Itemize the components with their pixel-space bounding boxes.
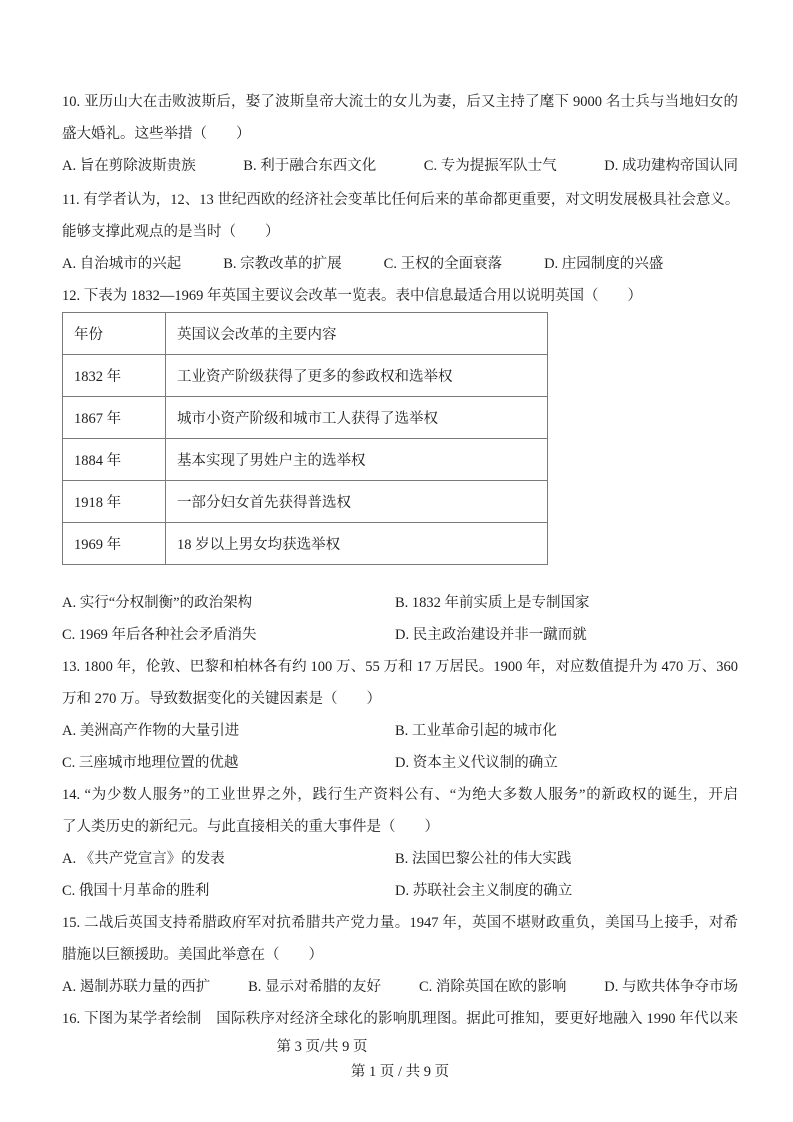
question-14-options-row-1 bbox=[62, 843, 738, 875]
question-16 bbox=[62, 1003, 738, 1035]
question-15-option-a: A. 遏制苏联力量的西扩 bbox=[62, 979, 211, 995]
inline-page-label: 第 3 页/共 9 页 bbox=[276, 1039, 368, 1055]
question-13-option-a: A. 美洲高产作物的大量引进 bbox=[62, 723, 240, 739]
question-12-option-c: C. 1969 年后各种社会矛盾消失 bbox=[62, 627, 257, 643]
table-row bbox=[63, 523, 548, 565]
table-row bbox=[63, 397, 548, 439]
question-14-stem-line-1: 14. “为少数人服务”的工业世界之外，践行生产资料公有、“为绝大多数人服务”的新政权的诞生，开启 bbox=[62, 787, 738, 803]
question-15 bbox=[62, 907, 738, 1003]
question-12-options-row-2 bbox=[62, 619, 738, 651]
table-cell-content: 城市小资产阶级和城市工人获得了选举权 bbox=[166, 397, 548, 439]
question-11-option-b: B. 宗教改革的扩展 bbox=[223, 256, 342, 272]
question-10-option-b: B. 利于融合东西文化 bbox=[243, 158, 377, 174]
question-13-options-row-1 bbox=[62, 715, 738, 747]
question-12-option-d: D. 民主政治建设并非一蹴而就 bbox=[395, 627, 587, 643]
table-cell-year: 1867 年 bbox=[63, 397, 166, 439]
question-10-stem-line-1: 10. 亚历山大在击败波斯后，娶了波斯皇帝大流士的女儿为妻，后又主持了麾下 9000 名士兵与当地妇女的 bbox=[62, 94, 738, 110]
table-row bbox=[63, 355, 548, 397]
question-11-option-d: D. 庄园制度的兴盛 bbox=[544, 256, 664, 272]
question-12-options-row-1 bbox=[62, 587, 738, 619]
question-14-option-c: C. 俄国十月革命的胜利 bbox=[62, 883, 210, 899]
question-14-stem-line-2: 了人类历史的新纪元。与此直接相关的重大事件是（ ） bbox=[62, 819, 439, 835]
question-13-option-d: D. 资本主义代议制的确立 bbox=[395, 755, 558, 771]
table-cell-year: 1918 年 bbox=[63, 481, 166, 523]
question-14-options-row-2 bbox=[62, 875, 738, 907]
question-12-option-a: A. 实行“分权制衡”的政治架构 bbox=[62, 595, 253, 611]
question-10-options bbox=[62, 150, 738, 182]
question-13 bbox=[62, 651, 738, 779]
table-row bbox=[63, 439, 548, 481]
question-10 bbox=[62, 86, 738, 182]
table-cell-content: 基本实现了男姓户主的选举权 bbox=[166, 439, 548, 481]
table-cell-content: 一部分妇女首先获得普选权 bbox=[166, 481, 548, 523]
question-12-stem-line-1: 12. 下表为 1832—1969 年英国主要议会改革一览表。表中信息最适合用以说明英国（ ） bbox=[62, 288, 642, 304]
question-11-stem-line-2: 能够支撑此观点的是当时（ ） bbox=[62, 224, 280, 240]
question-11-options bbox=[62, 248, 738, 280]
question-13-stem-line-2: 万和 270 万。导致数据变化的关键因素是（ ） bbox=[62, 691, 381, 707]
question-15-stem-line-2: 腊施以巨额援助。美国此举意在（ ） bbox=[62, 947, 323, 963]
question-13-option-b: B. 工业革命引起的城市化 bbox=[395, 723, 557, 739]
question-11 bbox=[62, 184, 738, 280]
question-12-option-b: B. 1832 年前实质上是专制国家 bbox=[395, 595, 590, 611]
question-14-option-a: A. 《共产党宣言》的发表 bbox=[62, 851, 225, 867]
question-12 bbox=[62, 280, 738, 651]
question-13-options-row-2 bbox=[62, 747, 738, 779]
table-cell-content: 18 岁以上男女均获选举权 bbox=[166, 523, 548, 565]
question-15-option-d: D. 与欧共体争夺市场 bbox=[604, 979, 738, 995]
table-row bbox=[63, 481, 548, 523]
table-header-row bbox=[63, 313, 548, 355]
question-14-option-d: D. 苏联社会主义制度的确立 bbox=[395, 883, 573, 899]
table-cell-year: 1884 年 bbox=[63, 439, 166, 481]
question-10-option-d: D. 成功建构帝国认同 bbox=[604, 158, 738, 174]
reform-table bbox=[62, 312, 548, 565]
table-cell-year: 1969 年 bbox=[63, 523, 166, 565]
question-13-option-c: C. 三座城市地理位置的优越 bbox=[62, 755, 239, 771]
question-14-option-b: B. 法国巴黎公社的伟大实践 bbox=[395, 851, 572, 867]
question-11-option-a: A. 自治城市的兴起 bbox=[62, 256, 182, 272]
question-10-stem-line-2: 盛大婚礼。这些举措（ ） bbox=[62, 126, 251, 142]
table-header-content: 英国议会改革的主要内容 bbox=[166, 313, 548, 355]
question-15-options bbox=[62, 971, 738, 1003]
table-cell-content: 工业资产阶级获得了更多的参政权和选举权 bbox=[166, 355, 548, 397]
question-13-stem-line-1: 13. 1800 年，伦敦、巴黎和柏林各有约 100 万、55 万和 17 万居民。1900 年，对应数值提升为 470 万、360 bbox=[62, 659, 738, 675]
table-cell-year: 1832 年 bbox=[63, 355, 166, 397]
question-15-option-c: C. 消除英国在欧的影响 bbox=[418, 979, 567, 995]
question-11-stem-line-1: 11. 有学者认为，12、13 世纪西欧的经济社会变革比任何后来的革命都更重要，对文明发展极具社会意义。 bbox=[62, 192, 740, 208]
question-10-option-c: C. 专为提振军队士气 bbox=[423, 158, 557, 174]
question-15-option-b: B. 显示对希腊的友好 bbox=[248, 979, 382, 995]
question-16-stem-line-1: 16. 下图为某学者绘制 国际秩序对经济全球化的影响肌理图。据此可推知，要更好地融入 1990 年代以来 bbox=[62, 1011, 738, 1027]
question-10-option-a: A. 旨在剪除波斯贵族 bbox=[62, 158, 196, 174]
question-15-stem-line-1: 15. 二战后英国支持希腊政府军对抗希腊共产党力量。1947 年，英国不堪财政重负，美国马上接手，对希 bbox=[62, 915, 738, 931]
bottom-page-label: 第 1 页 / 共 9 页 bbox=[350, 1064, 450, 1080]
question-11-option-c: C. 王权的全面衰落 bbox=[383, 256, 503, 272]
question-14 bbox=[62, 779, 738, 907]
table-header-year: 年份 bbox=[63, 313, 166, 355]
